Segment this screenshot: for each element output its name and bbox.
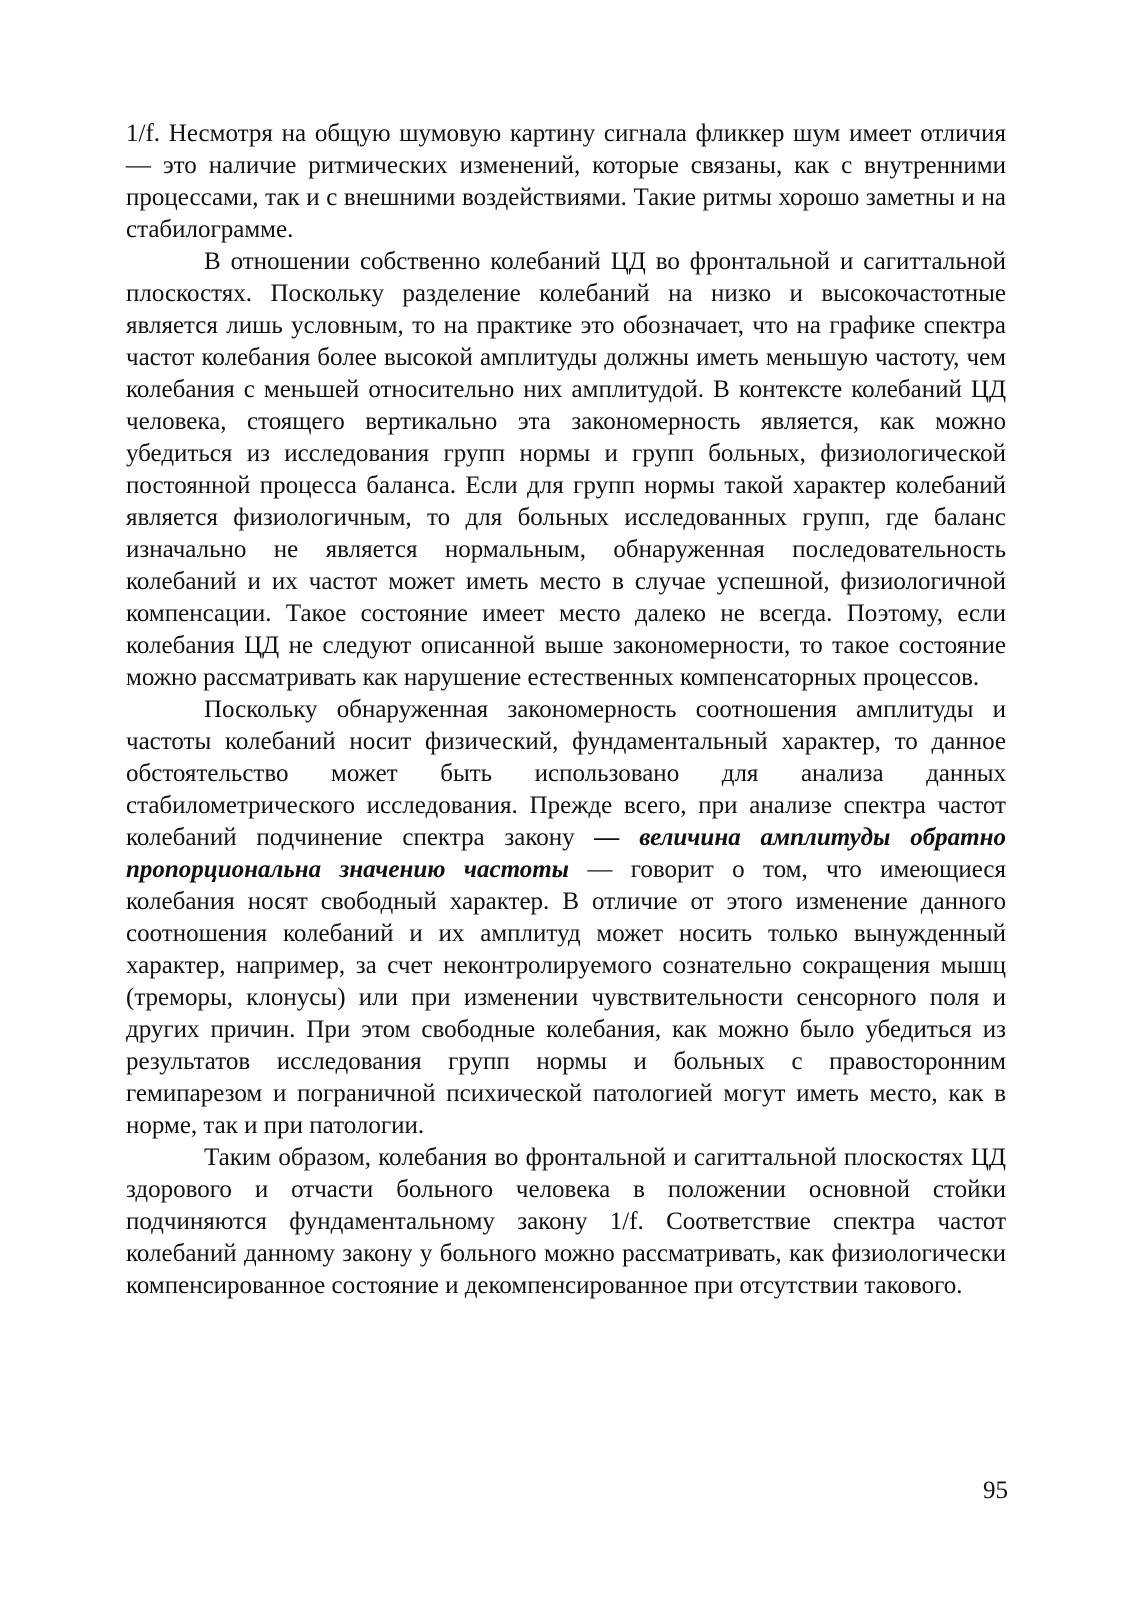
paragraph-text-after-emphasis: — говорит о том, что имеющиеся колебания носят свободный характер. В отличие от этого изменение данного соотношения колебаний и их амплитуд может носить только вынужденный характер, например, за счет неконтролируемого сознательно сокращения мышц (треморы, клонусы) или при изменении чувствительности сенсорного поля и других причин. При этом свободные колебания, как можно было убедиться из результатов исследования групп нормы и больных с правосторонним гемипарезом и пограничной психической патологией могут иметь место, как в норме, так и при патологии. [126, 856, 1007, 1139]
paragraph-conclusion: Таким образом, колебания во фронтальной и сагиттальной плоскостях ЦД здорового и отчасти больного человека в положении основной стойки подчиняются фундаментальному закону 1/f. Соответствие спектра частот колебаний данному закону у больного можно рассматривать, как физиологически компенсированное состояние и декомпенсированное при отсутствии такового. [126, 1144, 1006, 1299]
paragraph-amplitude-frequency-law [126, 694, 1006, 1142]
emphasized-law-statement: — величина амплитуды обратно пропорциональна значению частоты [126, 824, 1006, 883]
page-number: 95 [983, 1477, 1008, 1504]
paragraph-cd-oscillations: В отношении собственно колебаний ЦД во фронтальной и сагиттальной плоскостях. Поскольку разделение колебаний на низко и высокочастотные является лишь условным, то на практике это обозначает, что на графике спектра частот колебания более высокой амплитуды должны иметь меньшую частоту, чем колебания с меньшей относительно них амплитудой. В контексте колебаний ЦД человека, стоящего вертикально эта закономерность является, как можно убедиться из исследования групп нормы и групп больных, физиологической постоянной процесса баланса. Если для групп нормы такой характер колебаний является физиологичным, то для больных исследованных групп, где баланс изначально не является нормальным, обнаруженная последовательность колебаний и их частот может иметь место в случае успешной, физиологичной компенсации. Такое состояние имеет место далеко не всегда. Поэтому, если колебания ЦД не следуют описанной выше закономерности, то такое состояние можно рассматривать как нарушение естественных компенсаторных процессов. [126, 248, 1006, 691]
paragraph-text-before-emphasis: Поскольку обнаруженная закономерность соотношения амплитуды и частоты колебаний носит физический, фундаментальный характер, то данное обстоятельство может быть использовано для анализа данных стабилометрического исследования. Прежде всего, при анализе спектра частот колебаний подчинение спектра закону [126, 696, 1006, 851]
body-text [126, 118, 1006, 1302]
paragraph-continuation: 1/f. Несмотря на общую шумовую картину сигнала фликкер шум имеет отличия — это наличие ритмических изменений, которые связаны, как с внутренними процессами, так и с внешними воздействиями. Такие ритмы хорошо заметны и на стабилограмме. [126, 120, 1006, 243]
